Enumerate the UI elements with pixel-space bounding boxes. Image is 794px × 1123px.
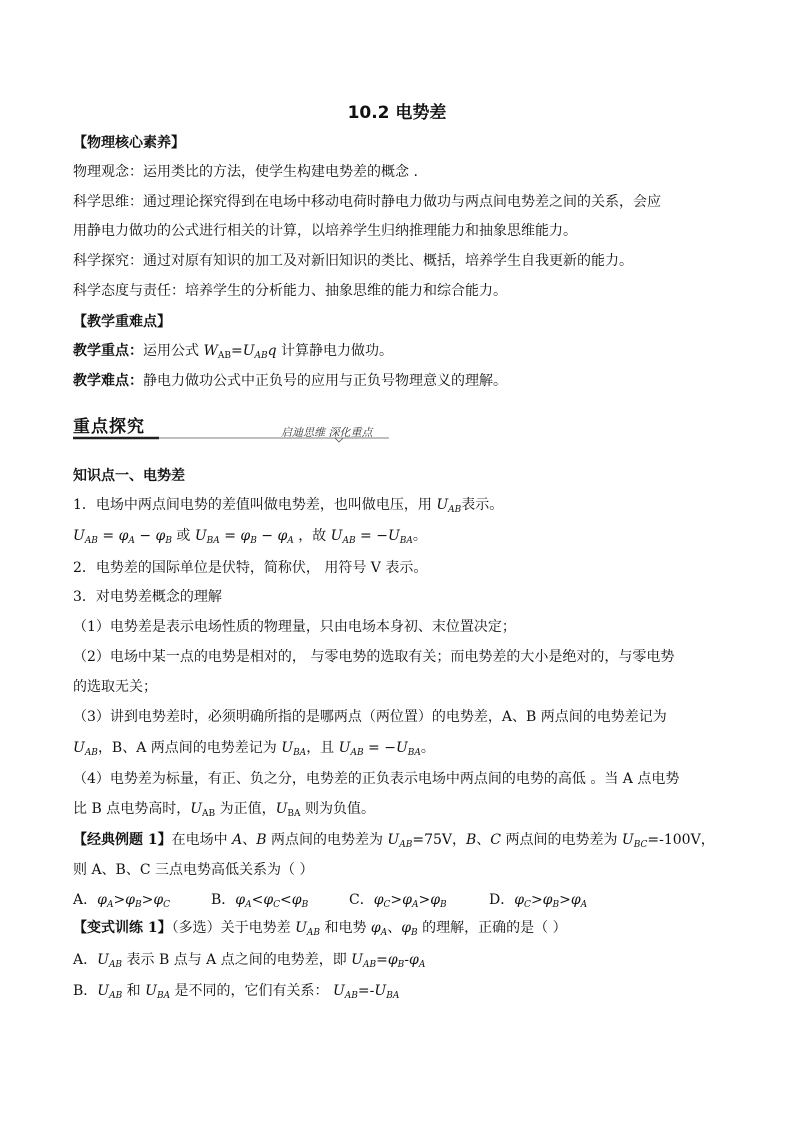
focus-label: 教学重点： (73, 343, 143, 359)
variant1-option-b[interactable]: B．$U_{AB}$ 和 $U_{BA}$ 是不同的，它们有关系： $U_{AB}=-U_{BA}$ (73, 983, 400, 1001)
keypoints-heading: 【教学重难点】 (73, 314, 171, 330)
core-line-4: 科学探究：通过对原有知识的加工及对新旧知识的类比、概括，培养学生自我更新的能力。 (73, 253, 633, 269)
knowledge-p5: （2）电场中某一点的电势是相对的， 与零电势的选取有关；而电势差的大小是绝对的，与零电势 (73, 649, 675, 665)
formula-line: $U_{AB} = \varphi_A - \varphi_B$ 或 $U_{BA} = \varphi_B - \varphi_A$ ，故 $U_{AB} = -U_{BA}$。 (73, 528, 427, 546)
variant1-line1: 【变式训练 1】（多选）关于电势差 $U_{AB}$ 和电势 $\varphi_A$、$\varphi_B$ 的理解，正确的是（ ） (73, 920, 567, 938)
example1-options (73, 890, 587, 910)
focus-post: 计算静电力做功。 (276, 343, 394, 359)
knowledge-p8: $U_{AB}$，B、A 两点间的电势差记为 $U_{BA}$，且 $U_{AB} = -U_{BA}$。 (73, 740, 435, 758)
knowledge-p9: （4）电势差为标量，有正、负之分，电势差的正负表示电场中两点间的电势的高低 。当 A 点电势 (73, 771, 680, 787)
core-literacy-heading: 【物理核心素养】 (73, 135, 185, 151)
variant1-option-a[interactable]: A．$U_{AB}$ 表示 B 点与 A 点之间的电势差，即 $U_{AB}=\varphi_B-\varphi_A$ (73, 952, 426, 970)
page-title: 10.2 电势差 (347, 103, 447, 123)
difficulty-text: 静电力做功公式中正负号的应用与正负号物理意义的理解。 (143, 373, 507, 389)
teaching-difficulty (73, 371, 507, 391)
knowledge-p3: 3．对电势差概念的理解 (73, 589, 222, 605)
banner-subtitle: 启迪思维 深化重点 (281, 426, 373, 439)
example1-label: 【经典例题 1】 (73, 832, 172, 848)
knowledge-p10: 比 B 点电势高时，$U_{AB}$ 为正值，$U_{BA}$ 则为负值。 (73, 801, 375, 819)
knowledge-p1: 1．电场中两点间电势的差值叫做电势差，也叫做电压，用 $U_{AB}$表示。 (73, 497, 504, 515)
knowledge-p2: 2．电势差的国际单位是伏特，简称伏， 用符号 V 表示。 (73, 560, 428, 576)
core-line-1: 物理观念：运用类比的方法，使学生构建电势差的概念 . (73, 164, 418, 180)
section-banner (73, 412, 393, 444)
teaching-focus: 教学重点：运用公式 $W_{AB}=U_{AB}q$ 计算静电力做功。 (73, 343, 394, 361)
variant1-label: 【变式训练 1】 (73, 920, 172, 936)
core-line-2: 科学思维：通过理论探究得到在电场中移动电荷时静电力做功与两点间电势差之间的关系，会应 (73, 194, 661, 210)
core-line-5: 科学态度与责任：培养学生的分析能力、抽象思维的能力和综合能力。 (73, 283, 507, 299)
option-c[interactable]: C．$\varphi_C>\varphi_A>\varphi_B$ (349, 892, 447, 910)
knowledge-heading: 知识点一、电势差 (73, 468, 185, 484)
difficulty-label: 教学难点： (73, 373, 143, 389)
core-line-3: 用静电力做功的公式进行相关的计算，以培养学生归纳推理能力和抽象思维能力。 (73, 223, 577, 239)
knowledge-p6: 的选取无关； (73, 679, 157, 695)
knowledge-p7: （3）讲到电势差时，必须明确所指的是哪两点（两位置）的电势差，A、B 两点间的电势差记为 (73, 709, 667, 725)
formula-w: W (203, 343, 218, 359)
option-d[interactable]: D．$\varphi_C>\varphi_B>\varphi_A$ (489, 892, 588, 910)
option-b[interactable]: B．$\varphi_A<\varphi_C<\varphi_B$ (211, 892, 309, 910)
knowledge-p4: （1）电势差是表示电场性质的物理量，只由电场本身初、末位置决定； (73, 619, 516, 635)
banner-label: 重点探究 (73, 417, 145, 437)
option-a[interactable]: A．$\varphi_A>\varphi_B>\varphi_C$ (73, 892, 171, 910)
focus-pre: 运用公式 (143, 343, 204, 359)
example1-line2: 则 A、B、C 三点电势高低关系为（ ） (73, 862, 314, 878)
example1-line1: 【经典例题 1】在电场中 A、B 两点间的电势差为 $U_{AB}=75V$，B、C 两点间的电势差为 $U_{BC}=-100V$， (73, 832, 715, 850)
